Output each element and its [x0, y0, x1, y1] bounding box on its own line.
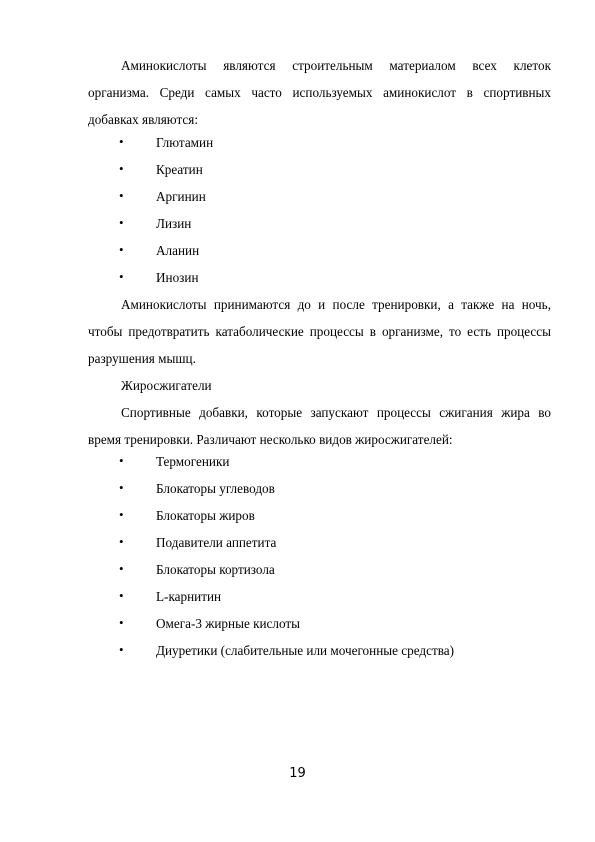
fatburner-list-item: Блокаторы кортизола [156, 562, 275, 577]
bullet-marker: • [119, 480, 124, 495]
section-heading: Жиросжигатели [121, 378, 212, 393]
fatburner-list-item: Подавители аппетита [156, 535, 277, 550]
paragraph-timing-line: разрушения мышц. [88, 351, 196, 366]
bullet-marker: • [119, 242, 124, 257]
bullet-marker: • [119, 161, 124, 176]
amino-list-item: Аланин [156, 243, 200, 258]
fatburner-list-item: Диуретики (слабительные или мочегонные средства) [156, 643, 455, 658]
paragraph-timing-line: чтобы предотвратить катаболические процессы в организме, то есть процессы [88, 324, 551, 339]
fatburner-list-item: Блокаторы жиров [156, 508, 255, 523]
paragraph-amino-line: организма. Среди самых часто используемых аминокислот в спортивных [88, 85, 551, 100]
fatburner-list-item: Блокаторы углеводов [156, 481, 275, 496]
bullet-marker: • [119, 561, 124, 576]
paragraph-amino-line: добавках являются: [88, 112, 198, 127]
amino-list-item: Инозин [156, 270, 199, 285]
bullet-marker: • [119, 453, 124, 468]
paragraph-amino-line: Аминокислоты являются строительным материалом всех клеток [121, 58, 551, 73]
bullet-marker: • [119, 534, 124, 549]
amino-list-item: Лизин [156, 216, 192, 231]
fatburner-list-item: Термогеники [156, 454, 230, 469]
paragraph-timing-line: Аминокислоты принимаются до и после тренировки, а также на ночь, [121, 297, 551, 312]
bullet-marker: • [119, 215, 124, 230]
bullet-marker: • [119, 507, 124, 522]
bullet-marker: • [119, 588, 124, 603]
page-number: 19 [289, 766, 306, 781]
paragraph-fatburn-line: Спортивные добавки, которые запускают процессы сжигания жира во [121, 405, 551, 420]
bullet-marker: • [119, 269, 124, 284]
paragraph-fatburn-line: время тренировки. Различают несколько видов жиросжигателей: [88, 432, 453, 447]
fatburner-list-item: L-карнитин [156, 589, 222, 604]
amino-list-item: Креатин [156, 162, 203, 177]
bullet-marker: • [119, 134, 124, 149]
amino-list-item: Аргинин [156, 189, 206, 204]
bullet-marker: • [119, 188, 124, 203]
bullet-marker: • [119, 642, 124, 657]
bullet-marker: • [119, 615, 124, 630]
amino-list-item: Глютамин [156, 135, 214, 150]
fatburner-list-item: Омега-3 жирные кислоты [156, 616, 301, 631]
